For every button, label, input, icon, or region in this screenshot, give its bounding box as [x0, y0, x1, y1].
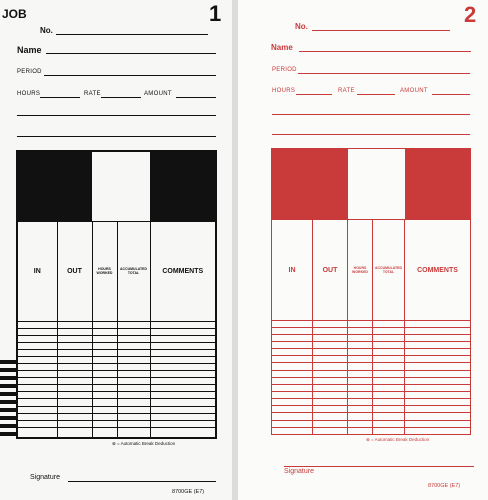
time-entry-cell[interactable] — [92, 399, 117, 406]
time-entry-cell[interactable] — [272, 413, 313, 420]
time-entry-cell[interactable] — [373, 392, 405, 399]
time-entry-cell[interactable] — [117, 406, 150, 413]
time-entry-cell[interactable] — [92, 427, 117, 438]
time-entry-cell[interactable] — [405, 392, 471, 399]
time-entry-cell[interactable] — [405, 420, 471, 427]
amount-label: AMOUNT — [400, 88, 428, 94]
time-entry-cell[interactable] — [150, 321, 216, 328]
column-header-hours-worked: HOURS WORKED — [92, 222, 117, 321]
time-entry-cell[interactable] — [373, 420, 405, 427]
header-band — [17, 151, 92, 222]
period-field[interactable] — [44, 75, 216, 76]
time-entry-row — [17, 335, 216, 342]
time-entry-cell[interactable] — [17, 371, 57, 378]
time-entry-row — [17, 321, 216, 328]
time-entry-row — [17, 385, 216, 392]
time-entry-cell[interactable] — [17, 406, 57, 413]
time-entry-cell[interactable] — [17, 342, 57, 349]
time-entry-cell[interactable] — [272, 320, 313, 327]
time-entry-row — [17, 399, 216, 406]
blank-line[interactable] — [272, 114, 470, 115]
column-header-hours-worked: HOURS WORKED — [348, 220, 373, 320]
amount-field[interactable] — [176, 97, 216, 98]
time-entry-cell[interactable] — [313, 413, 348, 420]
header-band — [272, 149, 348, 220]
time-entry-row — [17, 392, 216, 399]
time-entry-cell[interactable] — [150, 349, 216, 356]
footnote: ⊗ = Automatic Break Deduction — [366, 437, 430, 442]
time-entry-cell[interactable] — [313, 377, 348, 384]
time-entry-cell[interactable] — [348, 356, 373, 363]
time-entry-cell[interactable] — [17, 349, 57, 356]
column-header-out: OUT — [313, 220, 348, 320]
time-entry-cell[interactable] — [313, 327, 348, 334]
time-entry-row — [272, 384, 471, 391]
time-entry-cell[interactable] — [272, 420, 313, 427]
card-title: JOB — [2, 7, 27, 21]
time-entry-row — [17, 356, 216, 363]
time-entry-cell[interactable] — [150, 392, 216, 399]
time-entry-cell[interactable] — [272, 370, 313, 377]
time-entry-cell[interactable] — [150, 335, 216, 342]
time-entry-cell[interactable] — [17, 364, 57, 371]
time-entry-row — [272, 342, 471, 349]
column-header-row — [272, 220, 471, 320]
punch-mark — [0, 368, 17, 372]
hours-field[interactable] — [296, 94, 332, 95]
time-entry-cell[interactable] — [57, 349, 92, 356]
time-entry-cell[interactable] — [57, 378, 92, 385]
time-entry-cell[interactable] — [117, 342, 150, 349]
time-entry-cell[interactable] — [150, 413, 216, 420]
time-entry-cell[interactable] — [117, 385, 150, 392]
hours-label: HOURS — [272, 88, 296, 94]
time-entry-cell[interactable] — [117, 321, 150, 328]
hours-label: HOURS — [17, 91, 41, 97]
time-entry-cell[interactable] — [57, 364, 92, 371]
time-entry-cell[interactable] — [405, 413, 471, 420]
time-entry-cell[interactable] — [348, 427, 373, 434]
time-entry-cell[interactable] — [313, 334, 348, 341]
time-entry-cell[interactable] — [17, 321, 57, 328]
time-entry-cell[interactable] — [150, 420, 216, 427]
blank-line[interactable] — [17, 115, 216, 116]
time-entry-cell[interactable] — [405, 320, 471, 327]
time-entry-row — [272, 392, 471, 399]
rate-label: RATE — [84, 91, 101, 97]
time-entry-cell[interactable] — [272, 406, 313, 413]
blank-line[interactable] — [272, 134, 470, 135]
time-card-2 — [238, 0, 488, 500]
time-entry-cell[interactable] — [348, 363, 373, 370]
time-entry-cell[interactable] — [57, 356, 92, 363]
hours-field[interactable] — [40, 97, 80, 98]
time-entry-cell[interactable] — [57, 413, 92, 420]
punch-mark — [0, 400, 17, 404]
time-entry-cell[interactable] — [348, 420, 373, 427]
time-entry-cell[interactable] — [150, 406, 216, 413]
time-entry-cell[interactable] — [117, 335, 150, 342]
time-entry-cell[interactable] — [92, 420, 117, 427]
time-entry-cell[interactable] — [117, 420, 150, 427]
header-band-gap — [92, 151, 117, 222]
time-entry-cell[interactable] — [313, 356, 348, 363]
time-entry-cell[interactable] — [17, 356, 57, 363]
time-entry-cell[interactable] — [348, 342, 373, 349]
time-entry-cell[interactable] — [117, 364, 150, 371]
card-number: 1 — [209, 1, 222, 26]
punch-mark — [0, 384, 17, 388]
time-entry-cell[interactable] — [117, 349, 150, 356]
time-entry-cell[interactable] — [313, 406, 348, 413]
time-entry-row — [17, 406, 216, 413]
time-entry-cell[interactable] — [17, 328, 57, 335]
time-entry-cell[interactable] — [373, 427, 405, 434]
time-entry-cell[interactable] — [272, 427, 313, 434]
time-entry-cell[interactable] — [57, 420, 92, 427]
time-entry-cell[interactable] — [373, 406, 405, 413]
time-entry-cell[interactable] — [348, 320, 373, 327]
rate-field[interactable] — [101, 97, 141, 98]
time-entry-row — [17, 413, 216, 420]
form-code: 8700GE (E7) — [428, 483, 461, 489]
time-entry-row — [17, 420, 216, 427]
time-entry-cell[interactable] — [405, 377, 471, 384]
time-entry-cell[interactable] — [57, 335, 92, 342]
time-entry-cell[interactable] — [17, 335, 57, 342]
time-entry-cell[interactable] — [348, 334, 373, 341]
time-entry-cell[interactable] — [17, 420, 57, 427]
time-entry-cell[interactable] — [92, 413, 117, 420]
time-entry-cell[interactable] — [405, 370, 471, 377]
time-entry-cell[interactable] — [57, 399, 92, 406]
time-entry-row — [272, 413, 471, 420]
time-entry-row — [17, 378, 216, 385]
time-entry-cell[interactable] — [57, 385, 92, 392]
time-entry-row — [272, 327, 471, 334]
no-field[interactable] — [312, 30, 450, 31]
no-label: No. — [40, 26, 53, 35]
time-entry-cell[interactable] — [272, 356, 313, 363]
name-field[interactable] — [299, 51, 471, 52]
time-entry-cell[interactable] — [17, 427, 57, 438]
time-entry-cell[interactable] — [405, 384, 471, 391]
time-entry-cell[interactable] — [405, 363, 471, 370]
time-entry-cell[interactable] — [348, 327, 373, 334]
time-entry-cell[interactable] — [150, 364, 216, 371]
time-entry-cell[interactable] — [373, 370, 405, 377]
time-entry-cell[interactable] — [272, 363, 313, 370]
time-entry-row — [17, 349, 216, 356]
time-entry-row — [272, 334, 471, 341]
time-entry-cell[interactable] — [117, 392, 150, 399]
time-entry-cell[interactable] — [373, 342, 405, 349]
signature-label: Signature — [284, 468, 314, 475]
time-entry-cell[interactable] — [405, 406, 471, 413]
time-entry-cell[interactable] — [92, 335, 117, 342]
time-entry-cell[interactable] — [313, 349, 348, 356]
time-entry-cell[interactable] — [92, 328, 117, 335]
time-entry-cell[interactable] — [92, 371, 117, 378]
time-entry-cell[interactable] — [17, 399, 57, 406]
no-field[interactable] — [56, 34, 208, 35]
punch-mark — [0, 416, 17, 420]
time-entry-row — [272, 349, 471, 356]
time-entry-cell[interactable] — [348, 377, 373, 384]
time-entry-cell[interactable] — [117, 371, 150, 378]
time-entry-cell[interactable] — [92, 356, 117, 363]
column-header-comments: COMMENTS — [405, 220, 471, 320]
time-entry-cell[interactable] — [348, 349, 373, 356]
time-entry-cell[interactable] — [373, 384, 405, 391]
time-entry-cell[interactable] — [348, 384, 373, 391]
time-entry-cell[interactable] — [313, 363, 348, 370]
time-entry-cell[interactable] — [272, 327, 313, 334]
time-entry-row — [17, 364, 216, 371]
time-entry-row — [272, 420, 471, 427]
time-entry-cell[interactable] — [313, 384, 348, 391]
header-band-gap — [117, 151, 150, 222]
time-entry-cell[interactable] — [272, 377, 313, 384]
amount-label: AMOUNT — [144, 91, 172, 97]
time-entry-cell[interactable] — [348, 392, 373, 399]
punch-mark — [0, 376, 17, 380]
time-entry-cell[interactable] — [405, 334, 471, 341]
time-entry-cell[interactable] — [17, 378, 57, 385]
time-entry-row — [272, 406, 471, 413]
time-entry-cell[interactable] — [117, 328, 150, 335]
time-entry-cell[interactable] — [405, 327, 471, 334]
time-entry-cell[interactable] — [57, 342, 92, 349]
header-band-gap — [348, 149, 373, 220]
time-entry-row — [272, 320, 471, 327]
time-entry-cell[interactable] — [150, 328, 216, 335]
time-card-1 — [0, 0, 232, 500]
column-header-accumulated-total: ACCUMULATED TOTAL — [373, 220, 405, 320]
time-entry-cell[interactable] — [373, 363, 405, 370]
time-entry-cell[interactable] — [313, 370, 348, 377]
period-label: PERIOD — [272, 67, 297, 73]
time-entry-cell[interactable] — [117, 413, 150, 420]
time-entry-row — [272, 377, 471, 384]
time-entry-cell[interactable] — [313, 392, 348, 399]
column-header-accumulated-total: ACCUMULATED TOTAL — [117, 222, 150, 321]
time-entry-cell[interactable] — [92, 364, 117, 371]
column-header-comments: COMMENTS — [150, 222, 216, 321]
time-entry-cell[interactable] — [17, 413, 57, 420]
header-band — [150, 151, 216, 222]
time-entry-cell[interactable] — [150, 378, 216, 385]
time-entry-cell[interactable] — [150, 427, 216, 438]
period-label: PERIOD — [17, 69, 42, 75]
time-grid — [16, 150, 217, 439]
time-entry-cell[interactable] — [272, 342, 313, 349]
time-entry-cell[interactable] — [405, 356, 471, 363]
time-entry-cell[interactable] — [313, 320, 348, 327]
time-entry-cell[interactable] — [150, 399, 216, 406]
time-entry-cell[interactable] — [348, 413, 373, 420]
time-entry-cell[interactable] — [405, 399, 471, 406]
time-entry-cell[interactable] — [348, 406, 373, 413]
name-label: Name — [271, 43, 293, 52]
time-entry-cell[interactable] — [373, 413, 405, 420]
time-entry-cell[interactable] — [405, 349, 471, 356]
form-code: 8700GE (E7) — [172, 489, 205, 495]
time-entry-cell[interactable] — [57, 371, 92, 378]
time-entry-cell[interactable] — [373, 377, 405, 384]
time-entry-cell[interactable] — [57, 328, 92, 335]
time-entry-cell[interactable] — [313, 342, 348, 349]
time-entry-cell[interactable] — [348, 399, 373, 406]
time-entry-cell[interactable] — [272, 392, 313, 399]
time-entry-cell[interactable] — [150, 371, 216, 378]
time-entry-cell[interactable] — [92, 342, 117, 349]
time-entry-cell[interactable] — [313, 420, 348, 427]
time-entry-cell[interactable] — [405, 342, 471, 349]
name-label: Name — [17, 45, 42, 55]
time-entry-cell[interactable] — [92, 406, 117, 413]
time-entry-cell[interactable] — [373, 320, 405, 327]
time-entry-cell[interactable] — [117, 356, 150, 363]
time-grid — [271, 148, 471, 435]
time-entry-cell[interactable] — [405, 427, 471, 434]
time-entry-cell[interactable] — [373, 399, 405, 406]
punch-mark — [0, 432, 17, 436]
column-header-row — [17, 222, 216, 321]
column-header-out: OUT — [57, 222, 92, 321]
header-band — [405, 149, 471, 220]
time-entry-cell[interactable] — [92, 321, 117, 328]
time-entry-cell[interactable] — [57, 427, 92, 438]
column-header-in: IN — [272, 220, 313, 320]
rate-field[interactable] — [357, 94, 395, 95]
punch-mark — [0, 392, 17, 396]
time-entry-cell[interactable] — [117, 378, 150, 385]
time-entry-row — [272, 363, 471, 370]
time-entry-cell[interactable] — [92, 349, 117, 356]
time-entry-cell[interactable] — [57, 406, 92, 413]
footnote: ⊗ = Automatic Break Deduction — [112, 441, 176, 446]
punch-mark — [0, 408, 17, 412]
time-entry-row — [272, 427, 471, 434]
signature-field[interactable] — [68, 481, 216, 482]
period-field[interactable] — [298, 73, 470, 74]
time-entry-cell[interactable] — [92, 378, 117, 385]
time-entry-row — [272, 356, 471, 363]
punch-mark — [0, 360, 17, 364]
time-entry-cell[interactable] — [373, 356, 405, 363]
time-entry-cell[interactable] — [150, 342, 216, 349]
time-entry-cell[interactable] — [348, 370, 373, 377]
time-entry-cell[interactable] — [17, 392, 57, 399]
amount-field[interactable] — [432, 94, 470, 95]
signature-label: Signature — [30, 474, 60, 481]
time-entry-cell[interactable] — [17, 385, 57, 392]
time-entry-cell[interactable] — [92, 385, 117, 392]
time-entry-cell[interactable] — [272, 384, 313, 391]
card-number: 2 — [464, 2, 477, 27]
time-entry-row — [17, 342, 216, 349]
time-entry-cell[interactable] — [150, 385, 216, 392]
name-field[interactable] — [46, 53, 216, 54]
time-entry-cell[interactable] — [117, 399, 150, 406]
time-entry-row — [17, 371, 216, 378]
time-entry-cell[interactable] — [373, 327, 405, 334]
no-label: No. — [295, 22, 308, 31]
time-entry-row — [17, 328, 216, 335]
time-entry-row — [17, 427, 216, 438]
time-entry-cell[interactable] — [117, 427, 150, 438]
time-entry-cell[interactable] — [313, 399, 348, 406]
column-header-in: IN — [17, 222, 57, 321]
time-entry-cell[interactable] — [272, 334, 313, 341]
header-band-gap — [373, 149, 405, 220]
time-entry-cell[interactable] — [57, 392, 92, 399]
blank-line[interactable] — [17, 136, 216, 137]
time-entry-cell[interactable] — [150, 356, 216, 363]
punch-mark — [0, 424, 17, 428]
time-entry-cell[interactable] — [272, 349, 313, 356]
time-entry-cell[interactable] — [313, 427, 348, 434]
time-entry-cell[interactable] — [57, 321, 92, 328]
time-entry-cell[interactable] — [272, 399, 313, 406]
rate-label: RATE — [338, 88, 355, 94]
time-entry-cell[interactable] — [373, 349, 405, 356]
time-entry-cell[interactable] — [92, 392, 117, 399]
time-entry-row — [272, 399, 471, 406]
time-entry-row — [272, 370, 471, 377]
signature-field[interactable] — [284, 466, 474, 467]
time-entry-cell[interactable] — [373, 334, 405, 341]
